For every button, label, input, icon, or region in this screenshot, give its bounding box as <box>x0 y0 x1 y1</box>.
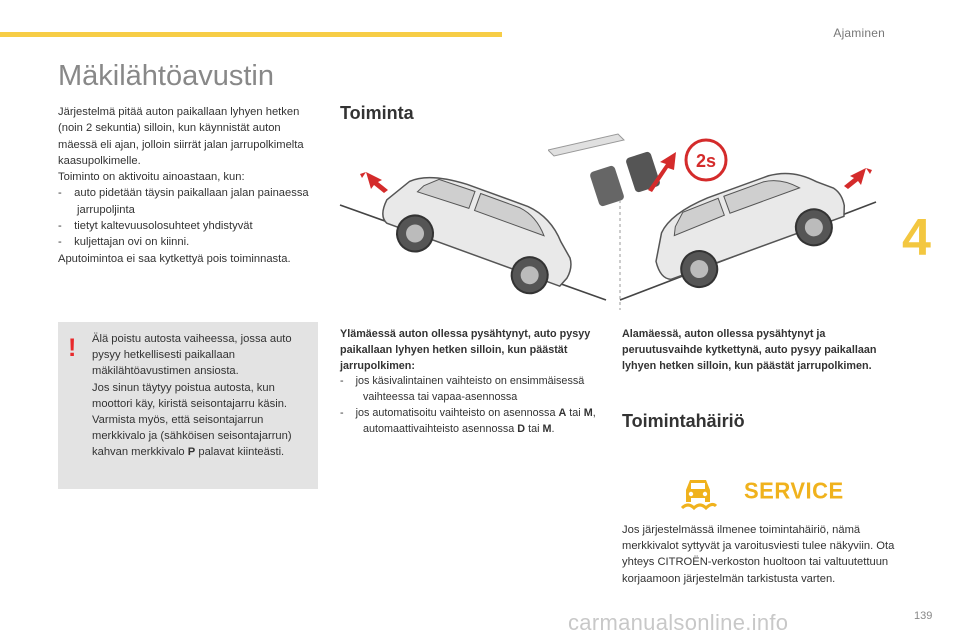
watermark: carmanualsonline.info <box>568 610 789 635</box>
warning-text <box>92 331 314 461</box>
fault-text: Jos järjestelmässä ilmenee toimintahäiriö, nämä merkkivalot syttyvät ja varoitusviesti tulee näkyviin. Ota yhteys CITROËN-verkoston huoltoon tai valtuutettuun korjaamoon järjestelmän tarkistusta varten. <box>622 524 895 585</box>
heading-operation: Toiminta <box>340 103 414 123</box>
uphill-lead: Ylämäessä auton ollessa pysähtynyt, auto pysyy paikallaan lyhyen hetken silloin, kun päästät jarrupolkimen: <box>340 328 591 372</box>
red-arrow-icon <box>844 168 872 189</box>
warning-line-part: Jos sinun täytyy poistua autosta, kun moottori käy, kiristä seisontajarru käsin. Varmista myös, että seisontajarrun merkkivalo ja (sähköisen seisontajarrun) kahvan merkkivalo <box>92 381 292 459</box>
warning-line-part: palavat kiinteästi. <box>195 446 285 459</box>
warning-box <box>58 322 318 489</box>
uphill-item: - jos käsivalintainen vaihteisto on ensimmäisessä vaihteessa tai vapaa-asennossa <box>340 375 585 404</box>
downhill-caption: Alamäessä, auton ollessa pysähtynyt ja peruutusvaihde kytkettynä, auto pysyy paikallaan lyhyen hetken silloin, kun päästät jarrupolkimen. <box>622 328 877 372</box>
warning-line <box>92 380 314 461</box>
page-title: Mäkilähtöavustin <box>58 60 274 92</box>
intro-text <box>58 104 320 267</box>
warning-line-bold: P <box>187 446 196 459</box>
red-arrow-icon <box>360 172 388 193</box>
hill-assist-fault-icon <box>678 472 718 512</box>
intro-condition-lead: Toiminto on aktivoitu ainoastaan, kun: <box>58 171 245 184</box>
car-body <box>641 160 854 299</box>
warning-line: Älä poistu autosta vaiheessa, jossa auto pysyy hetkellisesti paikallaan mäkilähtöavustimen ansiosta. <box>92 333 292 378</box>
warning-icon: ! <box>68 334 77 362</box>
downhill-car-illustration <box>614 160 884 310</box>
intro-paragraph: Järjestelmä pitää auton paikallaan lyhyen hetken (noin 2 sekuntia) silloin, kun käynnistät auton mäessä eli ajan, jolloin siirrät jalan jarrupolkimelta kaasupolkimelle. <box>58 106 304 167</box>
condition-item: - auto pidetään täysin paikallaan jalan painaessa jarrupoljinta <box>58 187 309 216</box>
uphill-caption <box>340 327 598 438</box>
uphill-item: - jos automatisoitu vaihteisto on asennossa A tai M, automaattivaihteisto asennossa D tai M. <box>340 406 596 435</box>
section-name: Ajaminen <box>833 26 885 40</box>
service-warning-icon: SERVICE <box>744 477 844 504</box>
timer-badge-label: 2s <box>695 151 717 171</box>
intro-note: Aputoimintoa ei saa kytkettyä pois toiminnasta. <box>58 252 291 265</box>
page-number: 139 <box>914 610 933 622</box>
condition-item: - kuljettajan ovi on kiinni. <box>58 236 190 249</box>
chapter-number: 4 <box>902 209 931 267</box>
condition-item: - tietyt kaltevuusolosuhteet yhdistyvät <box>58 220 253 233</box>
header-accent-bar <box>0 32 502 37</box>
heading-fault: Toimintahäiriö <box>622 411 745 431</box>
